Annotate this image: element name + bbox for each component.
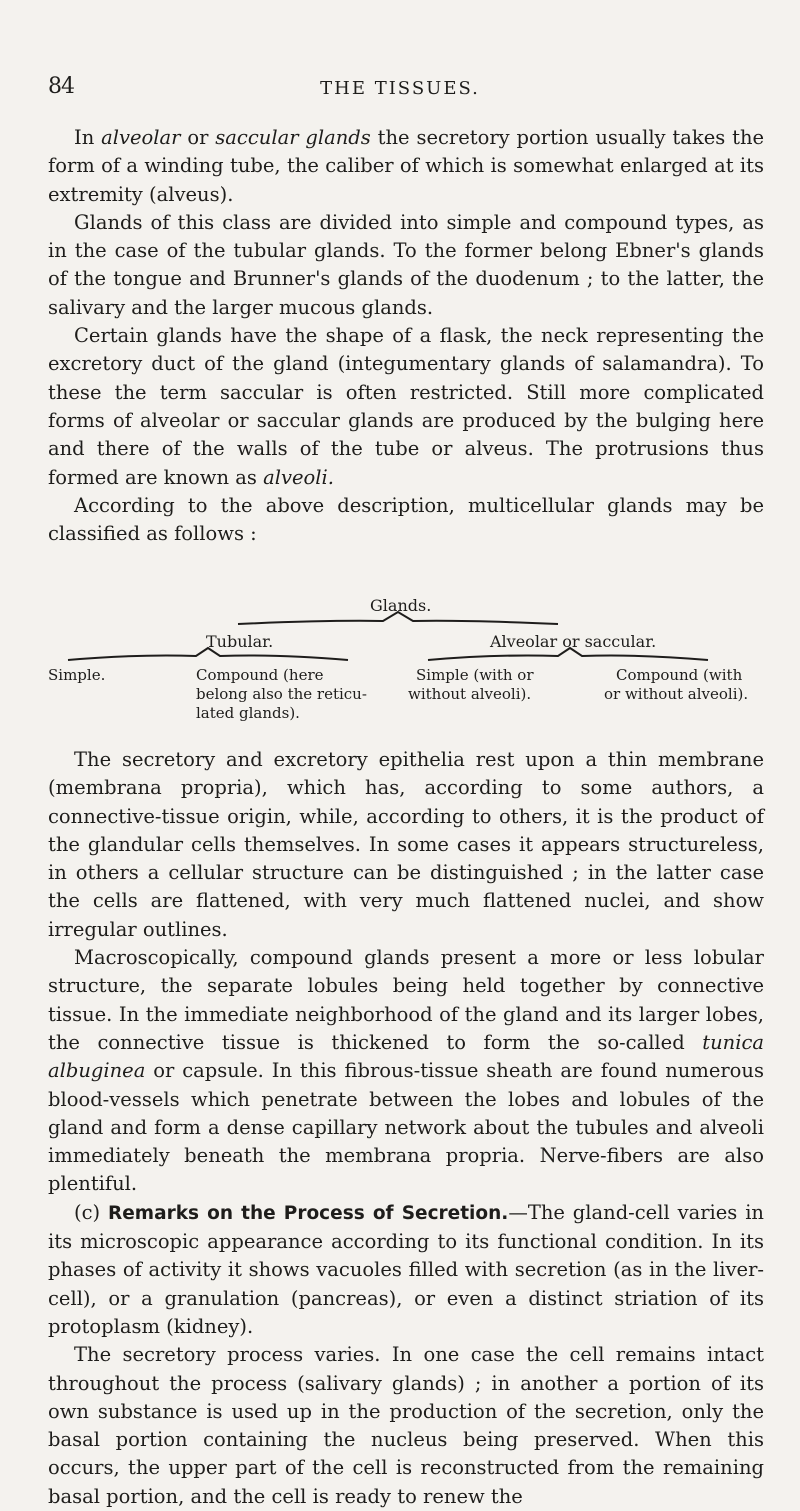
- paragraph-classification-intro: According to the above description, multicellular glands may be classified as follows :: [48, 493, 764, 546]
- paragraph-membrana-propria: The secretory and excretory epithelia rest upon a thin membrane (membrana propria), which has, according to some authors, a connective-tissue origin, while, according to others, it is the product of the glandular cells themselves. In some cases it appears structureless, in others a cellular structure can be distinguished ; in the latter case the cells are flattened, with very much flattened nuclei, and show irregular outlines.: [48, 748, 764, 941]
- paragraph-lobular-structure: Macroscopically, compound glands present a more or less lobular structure, the separate lobules being held together by connective tissue. In the immediate neighborhood of the gland and its larger lobes, the connective tissue is thickened to form the so-called tunica albuginea or capsule. In this fibrous-tissue sheath are found numerous blood-vessels which penetrate between the lobes and lobules of the gland and form a dense capillary network about the tubules and alveoli immediately beneath the membrana propria. Nerve-fibers are also plentiful.: [48, 946, 764, 1196]
- tree-compound-line2: belong also the reticu-: [196, 685, 367, 703]
- paragraph-flask-glands: Certain glands have the shape of a flask, the neck representing the excretory duct of the gland (integumentary glands of salamandra). To these the term saccular is often restricted. Still more complicated forms of alveolar or saccular glands are produced by the bulging here and there of the walls of the tube or alveus. The protrusions thus formed are known as alveoli.: [48, 324, 764, 489]
- text-block-upper: [48, 124, 764, 548]
- term-saccular: saccular glands: [215, 126, 371, 149]
- tree-simple-alveolar-line2: without alveoli).: [408, 685, 532, 703]
- tree-simple-alveolar-line1: Simple (with or: [416, 666, 534, 684]
- tree-simple: Simple.: [48, 666, 106, 684]
- paragraph-gland-types: Glands of this class are divided into simple and compound types, as in the case of the tubular glands. To the former belong Ebner's glands of the tongue and Brunner's glands of the duodenum ; to the latter, the salivary and the larger mucous glands.: [48, 210, 764, 319]
- tree-alveolar: Alveolar or saccular.: [490, 632, 657, 651]
- section-label: (c): [74, 1200, 101, 1224]
- section-heading: Remarks on the Process of Secretion.: [108, 1202, 509, 1224]
- tree-root: Glands.: [370, 596, 432, 615]
- tree-compound-alveolar-line2: or without alveoli).: [604, 685, 749, 703]
- paragraph-alveolar-glands: In alveolar or saccular glands the secretory portion usually takes the form of a winding tube, the caliber of which is somewhat enlarged at its extremity (alveus).: [48, 126, 765, 206]
- text-block-lower: [48, 746, 764, 1511]
- gland-classification-tree: [48, 590, 764, 750]
- page-number: 84: [48, 74, 74, 99]
- paragraph-secretion-remarks: (c) Remarks on the Process of Secretion.—The gland-cell varies in its microscopic appearance according to its functional condition. In its phases of activity it shows vacuoles filled with secretion (as in the liver-cell), or a granulation (pancreas), or even a distinct striation of its protoplasm (kidney).: [48, 1200, 764, 1338]
- tree-compound-line3: lated glands).: [196, 704, 300, 722]
- running-head: THE TISSUES.: [320, 78, 480, 99]
- paragraph-secretory-process: The secretory process varies. In one case the cell remains intact throughout the process (salivary glands) ; in another a portion of its own substance is used up in the production of the secretion, only the basal portion containing the nucleus being preserved. When this occurs, the upper part of the cell is reconstructed from the remaining basal portion, and the cell is ready to renew the: [48, 1343, 764, 1508]
- tree-tubular: Tubular.: [206, 632, 274, 651]
- tree-compound-alveolar-line1: Compound (with: [616, 666, 743, 684]
- tree-compound-line1: Compound (here: [196, 666, 324, 684]
- term-alveolar: alveolar: [101, 126, 181, 149]
- term-alveoli: alveoli.: [263, 465, 334, 489]
- term-tunica-albuginea: tunica albuginea: [48, 1030, 764, 1083]
